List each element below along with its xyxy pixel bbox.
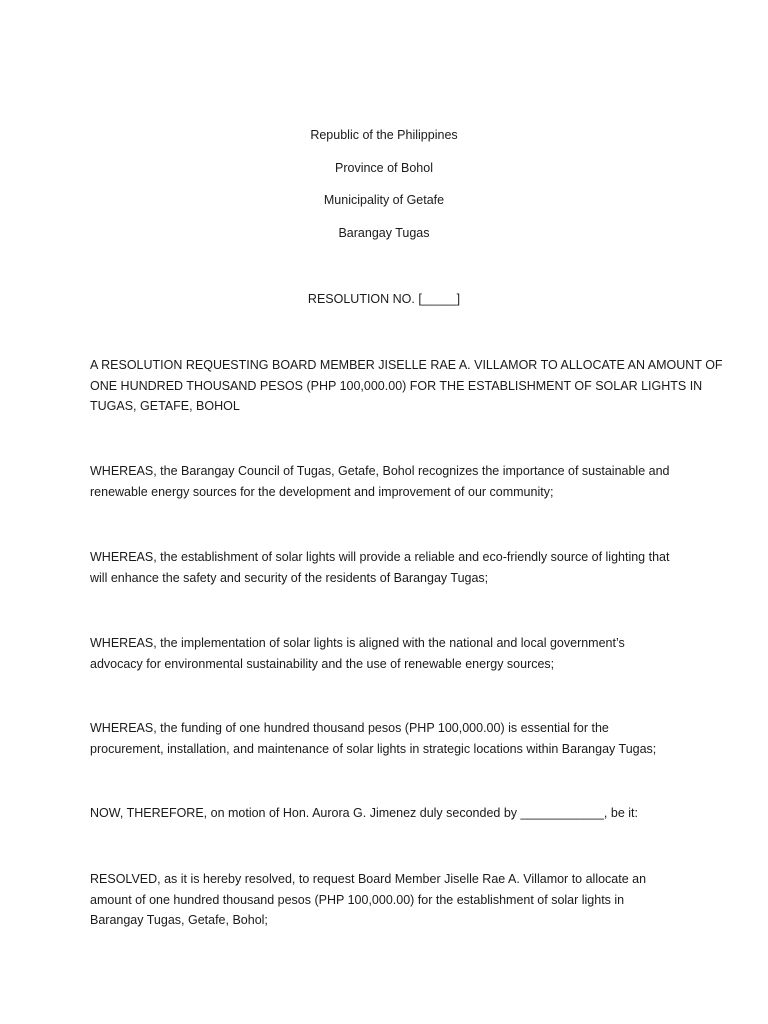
clause-line: WHEREAS, the funding of one hundred thousand pesos (PHP 100,000.00) is essential for the [90,721,609,735]
motion-clause [90,803,690,824]
whereas-clause-4 [90,718,690,759]
clause-line: amount of one hundred thousand pesos (PHP 100,000.00) for the establishment of solar lights in [90,892,625,907]
clause-line: WHEREAS, the Barangay Council of Tugas, Getafe, Bohol recognizes the importance of sustainable and [90,464,670,478]
clause-line: NOW, THEREFORE, on motion of Hon. Aurora G. Jimenez duly seconded by ____________, be it: [90,806,638,820]
clause-line: RESOLVED, as it is hereby resolved, to request Board Member Jiselle Rae A. Villamor to allocate an [90,872,647,886]
resolution-number: RESOLUTION NO. [_____] [307,292,461,306]
resolution-title-line: TUGAS, GETAFE, BOHOL [90,399,240,413]
clause-line: WHEREAS, the establishment of solar lights will provide a reliable and eco-friendly source of lighting that [90,550,670,564]
resolution-title-line: ONE HUNDRED THOUSAND PESOS (PHP 100,000.00) FOR THE ESTABLISHMENT OF SOLAR LIGHTS IN [90,378,703,393]
clause-line: advocacy for environmental sustainability and the use of renewable energy sources; [90,656,555,671]
whereas-clause-1 [90,461,690,502]
header-country: Republic of the Philippines [310,128,458,142]
clause-line: procurement, installation, and maintenance of solar lights in strategic locations within Barangay Tugas; [90,741,657,756]
clause-line: WHEREAS, the implementation of solar lights is aligned with the national and local government’s [90,636,625,650]
header-municipality: Municipality of Getafe [323,193,445,207]
resolution-title-line: A RESOLUTION REQUESTING BOARD MEMBER JISELLE RAE A. VILLAMOR TO ALLOCATE AN AMOUNT OF [90,358,723,372]
header-province: Province of Bohol [335,161,433,175]
clause-line: renewable energy sources for the development and improvement of our community; [90,484,554,499]
resolved-clause [90,869,690,931]
clause-line: Barangay Tugas, Getafe, Bohol; [90,913,268,927]
header-barangay: Barangay Tugas [338,226,430,240]
clause-line: will enhance the safety and security of the residents of Barangay Tugas; [90,570,489,585]
resolution-title [90,355,723,417]
whereas-clause-2 [90,547,690,588]
whereas-clause-3 [90,633,690,674]
